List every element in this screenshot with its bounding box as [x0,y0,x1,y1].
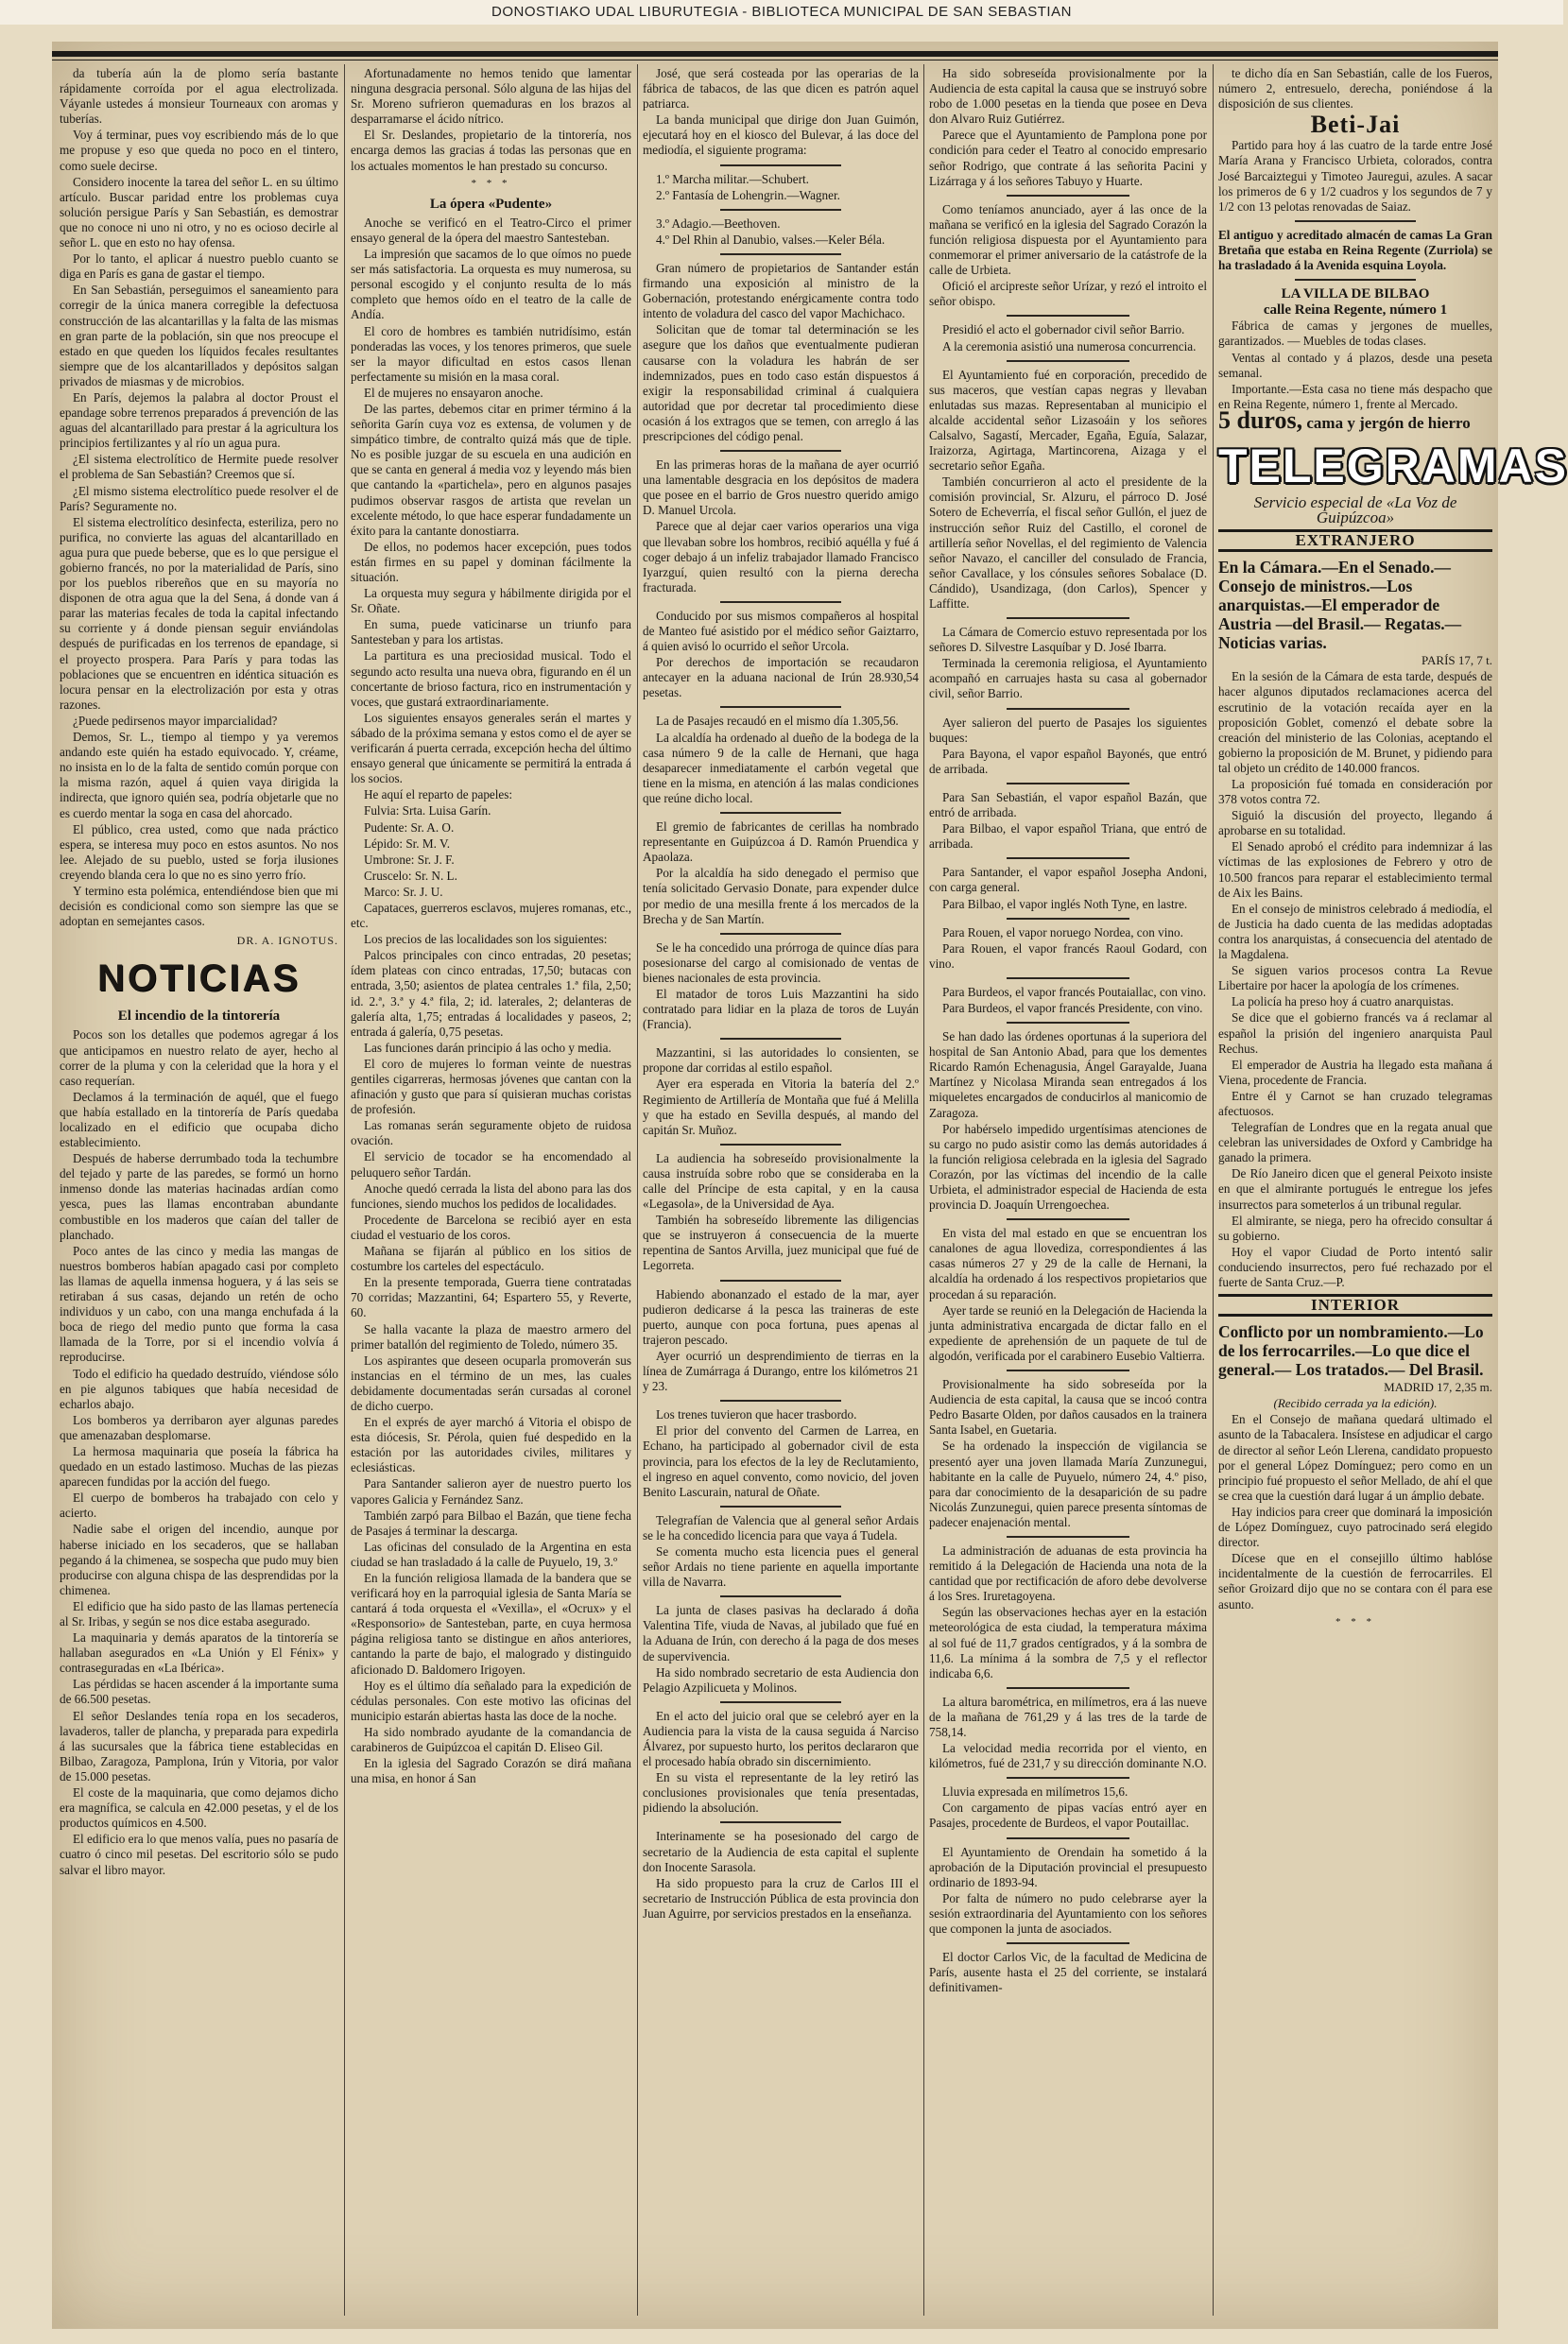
archive-header: DONOSTIAKO UDAL LIBURUTEGIA - BIBLIOTECA MUNICIPAL DE SAN SEBASTIAN [0,0,1563,25]
paragraph: Hoy es el último día señalado para la expedición de cédulas personales. Con este motivo las oficinas del municipio estarán abiertas hasta las doce de la noche. [351,1678,631,1723]
paragraph: Las romanas serán seguramente objeto de ruidosa ovación. [351,1118,631,1148]
separator-rule [1295,279,1416,281]
paragraph: Con cargamento de pipas vacías entró ayer en Pasajes, procedente de Burdeos, el vapor Poutaillac. [929,1801,1207,1831]
paragraph: Para Rouen, el vapor noruego Nordea, con vino. [942,924,1183,939]
separator-rule [1007,708,1129,710]
paragraph: Para Rouen, el vapor francés Raoul Godard, con vino. [929,940,1207,971]
paragraph: Hay indicios para creer que dominará la imposición de López Domínguez, cuyo patrocinado será elegido director. [1218,1504,1492,1550]
paragraph: Entre él y Carnot se han cruzado telegramas afectuosos. [1218,1088,1492,1118]
paragraph: El doctor Carlos Vic, de la facultad de Medicina de París, ausente hasta el 25 del corriente, se instalará definitivamen- [929,1950,1207,1995]
paragraph: Lépido: Sr. M. V. [364,836,451,851]
telegram-headline: En la Cámara.—En el Senado.— Consejo de ministros.—Los anarquistas.—El emperador de Austria —del Brasil.— Regatas.— Noticias varias. [1218,558,1462,653]
paragraph: Para Burdeos, el vapor francés Poutaiallac, con vino. [942,984,1207,999]
paragraph: Parece que el Ayuntamiento de Pamplona pone por condición para ceder el Teatro al conocido empresario señor Rodrigo, que contrate á las señorita Pacini y Lizárraga y á los señores Tabuyo y Huarte. [929,128,1207,188]
paragraph: Parece que al dejar caer varios operarios una viga que llevaban sobre los hombros, recibió aquélla y fué á coger debajo á un infeliz trabajador llamado Francisco Iyarzguí, quien resultó con la pierna derecha fracturada. [643,519,919,595]
separator-rule [1007,1777,1129,1779]
paragraph: Se siguen varios procesos contra La Revue Libertaire por hacer la apología de los crímenes. [1218,963,1492,993]
servicio-especial: Servicio especial de «La Voz de Guipúzcoa» [1253,492,1457,527]
paragraph: Ha sido propuesto para la cruz de Carlos III el secretario de Instrucción Pública de esta provincia don Juan Aguirre, por servicios prestados en la enseñanza. [643,1875,919,1921]
separator-rule [720,1821,841,1823]
paragraph: El emperador de Austria ha llegado esta mañana á Viena, procedente de Francia. [1218,1057,1492,1087]
paragraph: Ayer ocurrió un desprendimiento de tierras en la línea de Zumárraga á Durango, entre los kilómetros 21 y 23. [643,1348,919,1394]
separator-rule [1007,360,1129,362]
separator-rule [1007,1687,1129,1689]
ad-gran-bretana: El antiguo y acreditado almacén de camas La Gran Bretaña que estaba en Reina Regente (Zurriola) se ha trasladado á la Avenida esquina Loyola. [1218,227,1492,273]
paragraph: 3.º Adagio.—Beethoven. [656,215,781,231]
separator-rule [1007,1022,1129,1024]
separator-rule [1007,1837,1129,1839]
paragraph: También ha sobreseído libremente las diligencias que se instruyeron á consecuencia de la muerte repentina de Santos Arvilla, juez municipal que fué de Legorreta. [643,1213,919,1273]
paragraph: El matador de toros Luis Mazzantini ha sido contratado para lidiar en la plaza de toros de Luyán (Francia). [643,986,919,1032]
paragraph: Ha sido nombrado ayudante de la comandancia de carabineros de Guipúzcoa el capitán D. Eliseo Gil. [351,1724,631,1755]
column-divider [637,64,638,2316]
incendio-continued [351,66,631,174]
paragraph: Ha sido nombrado secretario de esta Audiencia don Pelagio Azpilicueta y Molinos. [643,1664,919,1695]
separator-stars: * * * [471,177,511,189]
column-1 [60,66,338,2316]
separator-rule [1007,1218,1129,1220]
paragraph: Considero inocente la tarea del señor L. en su último artículo. Buscar paridad entre los problemas cuya solución persigue París y San Sebastián, es demostrar que no conoce ni uno ni otro, y no es ocioso decirle al señor L. que en esto no hay ofensa. [60,174,338,250]
column-4 [929,66,1207,2316]
paragraph: Ofició el arcipreste señor Urízar, y rezó el introito el señor obispo. [929,279,1207,309]
paragraph: Presidió el acto el gobernador civil señor Barrio. [942,322,1185,337]
column-5 [1218,66,1568,2316]
news-items [929,66,1207,1995]
column-divider [344,64,345,2316]
beti-jai-heading: Beti-Jai [1310,111,1401,139]
paragraph: Habiendo abonanzado el estado de la mar, ayer pudieron dedicarse á la pesca las traineras de este puerto, aunque con poca fortuna, pues apenas al trajeron pescado. [643,1286,919,1347]
ad-villa-bilbao-text: Fábrica de camas y jergones de muelles, garantizados. — Muebles de todas clases. [1218,319,1492,349]
paragraph: En la función religiosa llamada de la bandera que se verificará hoy en la parroquial iglesia de Santa María se cantará á toda orquesta el «Vexilla», el «Ocrux» y el «Responsorio» de Santesteban, parte, en cuya hermosa página religiosa tanto se distingue en años anteriores, cantando la parte de bajo, el malogrado y distinguido aficionado D. Baldomero Irigoyen. [351,1571,631,1677]
paragraph: Ayer tarde se reunió en la Delegación de Hacienda la junta administrativa encargada de dictar fallo en el expediente de aprehensión de un paquete de tul de algodón, verificada por el carabinero Eusebio Valtierra. [929,1302,1207,1363]
paragraph: El Sr. Deslandes, propietario de la tintorería, nos encarga demos las gracias á todas las personas que en los actuales momentos le han prestado su concurso. [351,128,631,173]
paragraph: Dícese que en el consejillo último hablóse incidentalmente de la cuestión de ferrocarriles. El señor Groizard dijo que no se contara con él para ese asunto. [1218,1551,1492,1612]
paragraph: Siguió la discusión del proyecto, llegando á aprobarse en su totalidad. [1218,808,1492,838]
news-items [643,66,919,1922]
paragraph: 2.º Fantasía de Lohengrin.—Wagner. [656,187,840,202]
paragraph: En el acto del juicio oral que se celebró ayer en la Audiencia para la vista de la causa seguida á Narciso Álvarez, por supuesto hurto, los peritos declararon que el procesado había obrado sin discernimiento. [643,1708,919,1769]
paragraph: Se halla vacante la plaza de maestro armero del primer batallón del regimiento de Toledo, número 35. [351,1321,631,1352]
paragraph: En el Consejo de mañana quedará ultimado el asunto de la Tabacalera. Insístese en adjudicar el cargo de director al señor León Llerena, candidato propuesto por el general López Domínguez; pero como en un principio fué propuesto el señor Mellado, de ahí el que se crea que la cuestión dará lugar á un ámplio debate. [1218,1412,1492,1503]
paragraph: Por falta de número no pudo celebrarse ayer la sesión extraordinaria del Ayuntamiento con los señores que componen la junta de asociados. [929,1890,1207,1937]
paragraph: Pudente: Sr. A. O. [364,819,455,835]
separator-rule [720,933,841,935]
paragraph: La de Pasajes recaudó en el mismo día 1.305,56. [656,714,899,729]
paragraph: Ha sido sobreseída provisionalmente por la Audiencia de esta capital la causa que se instruyó sobre robo de 1.000 pesetas en la tienda que posee en Deva don Alvaro Ruiz Gutiérrez. [929,66,1207,127]
paragraph: Los siguientes ensayos generales serán el martes y sábado de la próxima semana y estos como el de ayer se verificarán á puerta cerrada, excepción hecha del último ensayo general que únicamente se permitirá la entrada á los socios. [351,710,631,786]
paragraph: Por derechos de importación se recaudaron antecayer en la aduana nacional de Irún 28.930,54 pesetas. [643,655,919,700]
paragraph: Los bomberos ya derribaron ayer algunas paredes que amenazaban desplomarse. [60,1412,338,1442]
separator-rule [1007,1536,1129,1538]
paragraph: El coro de hombres es también nutridísimo, están ponderadas las voces, y los tenores primeros, que suele ser la mayor dificultad en estos casos llenan perfectamente su misión en la masa coral. [351,323,631,384]
paragraph: La hermosa maquinaria que poseía la fábrica ha quedado en un estado lastimoso. Muchas de las piezas aparecen fundidas por la acción del fuego. [60,1443,338,1490]
telegram-body [1218,1412,1492,1612]
paragraph: De Río Janeiro dicen que el general Peixoto insiste en que el almirante portugués le entregue los jefes insurrectos para someterlos á un tribunal regular. [1218,1166,1492,1212]
paragraph: El Ayuntamiento de Orendain ha sometido á la aprobación de la Diputación provincial el presupuesto ordinario de 1893-94. [929,1844,1207,1889]
paragraph: El Senado aprobó el crédito para indemnizar á las víctimas de las explosiones de Febrero y otro de 10.500 francos para reparar el establecimiento termal de Aix les Bains. [1218,839,1492,900]
separator-rule [720,1400,841,1402]
paragraph: Telegrafían de Londres que en la regata anual que celebran las universidades de Oxford y Cambridge ha ganado la primera. [1218,1120,1492,1165]
paragraph: Capataces, guerreros esclavos, mujeres romanas, etc., etc. [351,900,631,931]
paragraph: Solicitan que de tomar tal determinación se les asegure que los daños que eventualmente pudieran causarse con la voladura les habrán de ser indemnizados, pues en todo caso están dispuestos á exigir la responsabilidad criminal á cualquiera autoridad que por decretar tal procedimiento diese ocasión á los extragos que se temen, con arreglo á las prescripciones del código penal. [643,322,919,443]
paragraph: A la ceremonia asistió una numerosa concurrencia. [942,338,1197,353]
paragraph: Mazzantini, si las autoridades lo consienten, se propone dar corridas al estilo español. [643,1045,919,1076]
paragraph: El de mujeres no ensayaron anoche. [364,385,543,400]
interior-heading: INTERIOR [1218,1294,1492,1317]
paragraph: Se le ha concedido una prórroga de quince días para posesionarse del cargo al comisionado de ventas de bienes nacionales de esta provincia. [643,939,919,985]
paragraph: También concurrieron al acto el presidente de la comisión provincial, Sr. Alzuru, el párroco D. José Sotero de Echeverría, el fiscal señor Gullón, el juez de instrucción señor Ruiz del Castillo, el coronel de artillería señor Novellas, el del regimiento de Valencia señor Navazo, el canciller del consulado de Francia, señor Cavallace, y los cónsules señores Sobalace (D. Cándido), Usandizaga, (don Carlos), Spencer y Laffitte. [929,474,1207,611]
paragraph: Para Santander salieron ayer de nuestro puerto los vapores Galicia y Fernández Sanz. [351,1476,631,1507]
separator-rule [1007,315,1129,317]
paragraph: Se han dado las órdenes oportunas á la superiora del hospital de San Antonio Abad, para que los dementes Ricardo Ramón Echenagusia, Ángel Garayalde, Juana Martínez y Nicolasa Miranda sean entregados á los miqueletes encargados de conducirlos al manicomio de Zaragoza. [929,1029,1207,1120]
paragraph: En París, dejemos la palabra al doctor Proust el epandage sobre terrenos preparados á prevención de las aguas del alcantarillado para prestar á la agricultura los principios fertilizantes y al río un agua pura. [60,389,338,451]
separator-rule [720,1280,841,1282]
column-divider [1213,64,1214,2316]
paragraph: Por la alcaldía ha sido denegado el permiso que tenía solicitado Gervasio Donate, para expender dulce por medio de una mesilla frente á los mercados de la Brecha y de San Martín. [643,866,919,926]
paragraph: La maquinaria y demás aparatos de la tintorería se hallaban asegurados en «La Unión y El Fénix» y contraseguradas en «La Ibérica». [60,1630,338,1676]
paragraph: En San Sebastián, perseguimos el saneamiento para corregir de la única manera corregible la defectuosa construcción de las alcantarillas y la falta de las mismas en gran parte de la población, sin que nos preocupe el estado en que queden los líquidos fecales resultantes siempre que de los alcantarillados y depósitos salgan privados de miasmas y de microbios. [60,283,338,388]
paragraph: Como teníamos anunciado, ayer á las once de la mañana se verificó en la iglesia del Sagrado Corazón la función religiosa dispuesta por el Ayuntamiento para conmemorar el primer aniversario de la catástrofe de la calle de Urbieta. [929,201,1207,278]
separator-rule [1007,1942,1129,1944]
ad-duros-price: 5 duros, [1218,405,1303,434]
paragraph: ¿El mismo sistema electrolítico puede resolver el de París? Seguramente no. [60,483,338,513]
paragraph: La administración de aduanas de esta provincia ha remitido á la Delegación de Hacienda una nota de la cantidad que por rectificación de aforo debe devolverse á los Sres. Iruretagoyena. [929,1543,1207,1604]
ad-villa-bilbao-text2: Ventas al contado y á plazos, desde una peseta semanal. [1218,350,1492,380]
separator-rule [1007,617,1129,619]
paragraph: También zarpó para Bilbao el Bazán, que tiene fecha de Pasajes á terminar la descarga. [351,1508,631,1538]
separator-rule [1007,918,1129,920]
telegram-note: (Recibido cerrada ya la edición). [1273,1396,1438,1411]
paragraph: En la presente temporada, Guerra tiene contratadas 70 corridas; Mazzantini, 64; Espartero 55, y Reverte, 60. [351,1275,631,1320]
separator-rule [720,1506,841,1508]
paragraph: Demos, Sr. L., tiempo al tiempo y ya veremos andando este quién ha estado equivocado. Y, créame, no insista en lo de la falta de sentido común porque con la misma razón, aquel á quien vaya dirigida la indirecta, que ignoro quién sea, podría objetarle que no es cuerdo mentar la soga en casa del ahorcado. [60,730,338,820]
paragraph: Poco antes de las cinco y media las mangas de nuestros bomberos habían apagado casi por completo las llamas de aquella inmensa hoguera, y á las seis se retiraban á sus casas, dejando un retén de ocho individuos y un cabo, con una manga enchufada á la boca de riego del medio punto que forma la casa llamada de la Torre, por si el incendio volvía á reproducirse. [60,1243,338,1365]
telegramas-heading: TELEGRAMAS [1218,439,1568,492]
article-polemica [60,66,338,929]
paragraph: Según las observaciones hechas ayer en la estación meteorológica de esta ciudad, la temperatura máxima al sol fué de 11,7 grados centígrados, y á la sombra de 11,6. La mínima á la sombra de 7,5 y el reflector indicaba 6,6. [929,1605,1207,1680]
paragraph: En la iglesia del Sagrado Corazón se dirá mañana una misa, en honor á San [351,1756,631,1786]
separator-rule [720,706,841,708]
newspaper-page [52,42,1568,2329]
noticias-heading: NOTICIAS [96,957,302,1000]
extranjero-heading: EXTRANJERO [1218,529,1492,552]
separator-rule [720,1595,841,1597]
paragraph: Para Bilbao, el vapor inglés Noth Tyne, en lastre. [942,896,1188,911]
paragraph: La audiencia ha sobreseído provisionalmente la causa instruída sobre robo que se consideraba en la calle del Príncipe de esta capital, y en la causa «Legasola», de la Universidad de Aya. [643,1150,919,1212]
paragraph: Gran número de propietarios de Santander están firmando una exposición al ministro de la Gobernación, protestando enérgicamente contra todo intento de voladura del casco del vapor Machichaco. [643,260,919,321]
paragraph: Terminada la ceremonia religiosa, el Ayuntamiento acompañó en carruajes hasta su casa al gobernador civil, señor Barrio. [929,656,1207,701]
paragraph: Procedente de Barcelona se recibió ayer en esta ciudad el vestuario de los coros. [351,1212,631,1242]
paragraph: Por lo tanto, el aplicar á nuestro pueblo cuanto se diga en París es gana de gastar el tiempo. [60,251,338,282]
ad-villa-bilbao-text3: Importante.—Esta casa no tiene más despacho que en Reina Regente, número 1, frente al Mercado. [1218,381,1492,411]
paragraph: La banda municipal que dirige don Juan Guimón, ejecutará hoy en el kiosco del Bulevar, á las doce del mediodía, el siguiente programa: [643,112,919,158]
paragraph: Telegrafían de Valencia que al general señor Ardais se le ha concedido licencia para que vaya á Tudela. [643,1512,919,1543]
separator-rule [720,1701,841,1703]
separator-rule [720,812,841,814]
paragraph: El sistema electrolítico desinfecta, esteriliza, pero no purifica, no convierte las aguas del alcantarillado en agua pura que puede beberse, que es lo que persigue el gobierno francés, no por la materialidad de París, sino por los pueblos ribereños que en su mayoría no disponen de otra agua que la del Sena, á donde van á parar las materias fecales de toda la capital infectando su corriente y á donde piensan seguir enviándolas después de purificadas en los terrenos de epandage, si el proyecto prospera. Para París y para todas las poblaciones que se encuentren en idéntica situación es locura pensar en la electrolización por esta y otras razones. [60,514,338,712]
paragraph: Mañana se fijarán al público en los sitios de costumbre los carteles del espectáculo. [351,1244,631,1274]
paragraph: Conducido por sus mismos compañeros al hospital de Manteo fué asistido por el médico señor Gaiztarro, á quien avisó lo ocurrido el señor Urcola. [643,608,919,654]
paragraph: El público, crea usted, como que nada práctico espera, se interesa muy poco en estos asuntos. No nos lee. Alejado de su pueblo, usted se forja ilusiones creyendo blanda cera lo que no es sino yerro frío. [60,821,338,882]
paragraph: La partitura es una preciosidad musical. Todo el segundo acto resulta una nueva obra, figurando en él un concertante de brioso factura, rico en instrumentación y voces, que gustará extraordinariamente. [351,648,631,709]
paragraph: La altura barométrica, en milímetros, era á las nueve de la mañana de 761,29 y á las tres de la tarde de 758,14. [929,1694,1207,1739]
paragraph: José, que será costeada por las operarias de la fábrica de tabacos, de las que dicen es patrón aquel patriarca. [643,66,919,112]
paragraph: Y termino esta polémica, entendiéndose bien que mi decisión es condicional como son siempre las que se adoptan en semejantes casos. [60,883,338,929]
paragraph: En el consejo de ministros celebrado á mediodía, el de Justicia ha dado cuenta de las medidas adoptadas contra los anarquistas, á consecuencia del atentado de la Magdalena. [1218,901,1492,962]
paragraph: Los precios de las localidades son los siguientes: [364,932,608,947]
incendio-article [60,1027,338,1877]
telegram-body [1218,669,1492,1290]
column-2 [351,66,631,2316]
doctor-notice-continued: te dicho día en San Sebastián, calle de los Fueros, número 2, entresuelo, derecha, poniéndose á la disposición de sus clientes. [1218,66,1492,112]
incendio-title: El incendio de la tintorería [117,1008,281,1025]
paragraph: Lluvia expresada en milímetros 15,6. [942,1784,1129,1800]
paragraph: En la sesión de la Cámara de esta tarde, después de hacer algunos diputados reclamaciones acerca del escrutinio de la votación recaída ayer en la proposición Goblet, comenzó el debate sobre la creación del ministerio de las Colonias, aceptando el gobierno la proposición de M. Brunet, y pidiendo para tal objeto un crédito de 140.000 francos. [1218,669,1492,775]
paragraph: Las funciones darán principio á las ocho y media. [364,1040,612,1055]
paragraph: Se dice que el gobierno francés va á reclamar al español la prisión del ingeniero anarquista Paul Rechus. [1218,1010,1492,1056]
paragraph: Por habérselo impedido urgentísimas atenciones de su cargo no pudo asistir como las demás autoridades á la función religiosa celebrada en la iglesia del Sagrado Corazón, por las víctimas del incendio de la calle Urbieta, el administrador especial de Hacienda de esta provincia D. Joaquín Urrengoechea. [929,1121,1207,1213]
paragraph: Ayer era esperada en Vitoria la batería del 2.º Regimiento de Artillería de Montaña que fué á Melilla y que ha estado en Sevilla después, al mando del capitán Sr. Muñoz. [643,1077,919,1137]
paragraph: Todo el edificio ha quedado destruído, viéndose sólo en pie algunos tabiques que había necesidad de echarlos abajo. [60,1366,338,1411]
paragraph: El almirante, se niega, pero ha ofrecido consultar á su gobierno. [1218,1213,1492,1243]
paragraph: 1.º Marcha militar.—Schubert. [656,171,809,186]
paragraph: De ellos, no podemos hacer excepción, pues todos están firmes en su papel y dominan fácilmente la situación. [351,539,631,584]
ad-duros-text: cama y jergón de hierro [1306,413,1471,432]
paragraph: El servicio de tocador se ha encomendado al peluquero señor Tardán. [351,1149,631,1180]
opera-article [351,215,631,1786]
separator-rule [720,164,841,166]
separator-rule [720,209,841,211]
paragraph: Hoy el vapor Ciudad de Porto intentó salir conduciendo insurrectos, pero fué rechazado por el fuerte de Santa Cruz.—P. [1218,1244,1492,1289]
paragraph: Cruscelo: Sr. N. L. [364,868,457,883]
paragraph: En las primeras horas de la mañana de ayer ocurrió una lamentable desgracia en los depósitos de madera que posee en el barrio de Gros nuestro querido amigo D. Manuel Urcola. [643,457,919,518]
paragraph: Nadie sabe el origen del incendio, aunque por haberse iniciado en los secaderos, que se hallaban pegando á la chimenea, se sospecha que pudo muy bien producirse con alguna chispa de las desprendidas por la chimenea. [60,1522,338,1597]
separator-rule [720,450,841,452]
paragraph: El coro de mujeres lo forman veinte de nuestras gentiles cigarreras, hermosas jóvenes que cantan con la afinación y gusto que para sí quisieran muchas coristas de profesión. [351,1056,631,1117]
paragraph: El edificio era lo que menos valía, pues no pasaría de cuatro ó cinco mil pesetas. Del escritorio sólo se pudo salvar el libro mayor. [60,1832,338,1877]
paragraph: En el exprés de ayer marchó á Vitoria el obispo de esta diócesis, Sr. Pérola, quien fué despedido en la estación por las autoridades civiles, militares y eclesiásticas. [351,1415,631,1475]
paragraph: La orquesta muy segura y hábilmente dirigida por el Sr. Oñate. [351,586,631,616]
paragraph: Provisionalmente ha sido sobreseída por la Audiencia de esta capital, la causa que se incoó contra Pedro Basarte Olden, por daños causados en la trainera Santa Isabel, en Guetaria. [929,1377,1207,1438]
paragraph: Fulvia: Srta. Luisa Garín. [364,803,491,819]
paragraph: ¿El sistema electrolítico de Hermite puede resolver el problema de San Sebastián? Creemos que sí. [60,452,338,482]
column-divider [923,64,924,2316]
paragraph: La junta de clases pasivas ha declarado á doña Valentina Tife, viuda de Navas, al jubilado que fué en la Aduana de Irún, con derecho á la paga de dos meses de supervivencia. [643,1603,919,1663]
paragraph: El señor Deslandes tenía ropa en los secaderos, lavaderos, taller de plancha, y preparada para expedirla á las sucursales que la fábrica tiene establecidas en Bilbao, Zaragoza, Pamplona, Irún y Vitoria, por valor de 15.000 pesetas. [60,1708,338,1784]
telegram-headline: Conflicto por un nombramiento.—Lo de los ferrocarriles.—Lo que dice el general.— Los tratados.— Del Brasil. [1218,1322,1484,1380]
separator-rule [1007,977,1129,979]
paragraph: Interinamente se ha posesionado del cargo de secretario de la Audiencia de esta capital el suplente don Inocente Sarasola. [643,1829,919,1874]
paragraph: Se ha ordenado la inspección de vigilancia se presentó ayer una joven llamada María Zunzunegui, habitante en la calle de Puyuelo, número 24, 4.º piso, para dar conocimiento de la desaparición de su padre Nicolás Zunzunegui, quien parece presenta síntomas de padecer enajenación mental. [929,1439,1207,1529]
separator-rule [1007,1370,1129,1371]
paragraph: La alcaldía ha ordenado al dueño de la bodega de la casa número 9 de la calle de Hernani, que haga desaparecer inmediatamente el carbón vegetal que tiene en la misma, en atención á las malas condiciones que reúne dicho local. [643,730,919,805]
paragraph: da tubería aún la de plomo sería bastante rápidamente corroída por el agua electrolizada. Váyanle ustedes á monsieur Tourneaux con aromas y tuberías. [60,66,338,127]
paragraph: La proposición fué tomada en consideración por 378 votos contra 72. [1218,777,1492,807]
paragraph: He aquí el reparto de papeles: [364,787,513,802]
paragraph: ¿Puede pedirsenos mayor imparcialidad? [73,713,278,728]
paragraph: La velocidad media recorrida por el viento, en kilómetros, fué de 231,7 y su dirección dominante N.O. [929,1741,1207,1771]
telegram-dateline: PARÍS 17, 7 t. [1421,653,1492,668]
paragraph: Se comenta mucho esta licencia pues el general señor Ardais no tiene pariente en aquella importante villa de Navarra. [643,1543,919,1590]
paragraph: El coste de la maquinaria, que como dejamos dicho era magnífica, se calcula en 42.000 pesetas, y el de los productos químicos en 4.500. [60,1785,338,1831]
paragraph: El gremio de fabricantes de cerillas ha nombrado representante en Guipúzcoa á D. Ramón Pruendica y Apaolaza. [643,819,919,865]
separator-rule [1007,195,1129,197]
paragraph: Las oficinas del consulado de la Argentina en esta ciudad se han trasladado á la calle de Puyuelo, 19, 3.º [351,1539,631,1569]
separator-rule [720,253,841,255]
separator-rule [720,1144,841,1146]
paragraph: 4.º Del Rhin al Danubio, valses.—Keler Béla. [656,232,886,247]
paragraph: Las pérdidas se hacen ascender á la importante suma de 66.500 pesetas. [60,1677,338,1707]
paragraph: Para Burdeos, el vapor francés Presidente, con vino. [942,1000,1203,1015]
separator-stars: * * * [1335,1615,1375,1628]
ad-villa-bilbao-address: calle Reina Regente, número 1 [1263,302,1448,319]
separator-rule [1007,783,1129,784]
paragraph: Para Santander, el vapor español Josepha Andoni, con carga general. [929,865,1207,895]
separator-rule [720,601,841,603]
paragraph: Voy á terminar, pues voy escribiendo más de lo que me propuse y eso que queda no poco en el tintero, como suele decirse. [60,128,338,173]
paragraph: El cuerpo de bomberos ha trabajado con celo y acierto. [60,1491,338,1521]
paragraph: Pocos son los detalles que podemos agregar á los que anticipamos en nuestro relato de ayer, hecho al correr de la pluma y con la celeridad que la hora y el caso requerían. [60,1027,338,1088]
beti-jai-text: Partido para hoy á las cuatro de la tarde entre José María Arana y Francisco Urbieta, colorados, contra José Barcaiztegui y Timoteo Jauregui, azules. A sacar los primeros de 6 y 1/2 cuadros y los segundos de 7 y 1/2 con 13 pelotas renovadas de Saiaz. [1218,138,1492,214]
paragraph: Los aspirantes que deseen ocuparla promoverán sus instancias en el término de un mes, las cuales debidamente documentadas serán cursadas al coronel de dicho cuerpo. [351,1353,631,1413]
paragraph: El edificio que ha sido pasto de las llamas pertenecía al Sr. Iribas, y según se nos dice estaba asegurado. [60,1598,338,1629]
paragraph: Ayer salieron del puerto de Pasajes los siguientes buques: [929,715,1207,745]
paragraph: En vista del mal estado en que se encuentran los canalones de agua llovediza, correspondientes á las casas números 27 y 29 de la calle de Hernani, la alcaldía ha ordenado á los respectivos propietarios que procedan á su reparación. [929,1226,1207,1301]
paragraph: Afortunadamente no hemos tenido que lamentar ninguna desgracia personal. Sólo alguna de las hijas del Sr. Moreno sufrieron quemaduras en los brazos al desparramarse el ácido nítrico. [351,66,631,127]
paragraph: Declamos á la terminación de aquél, que el fuego que había estallado en la tintorería de París quedaba localizado en el edificio que ocupaba dicho establecimiento. [60,1089,338,1150]
paragraph: El Ayuntamiento fué en corporación, precedido de sus maceros, que vestían capas negras y llevaban enlutadas sus mazas. Representaban al municipio el alcalde accidental señor Lizasoáin y los señores Calsalvo, Sagastí, Mercader, Egaña, Eguía, Salazar, Iraizorza, Agirtaga, Martincorena, Aizaga y el secretario señor Egaña. [929,367,1207,474]
paragraph: Anoche se verificó en el Teatro-Circo el primer ensayo general de la ópera del maestro Santesteban. [351,215,631,245]
separator-rule [1007,857,1129,859]
paragraph: En suma, puede vaticinarse un triunfo para Santesteban y para los artistas. [351,617,631,647]
paragraph: De las partes, debemos citar en primer término á la señorita Garín cuya voz es extensa, de volumen y de simpático timbre, de contralto quizá más que de tiple. No es posible juzgar de su escuela en una audición en que se canta en general á media voz y leyendo más bien que cantando la «partichela», pero en algunos pasajes pudimos observar rasgos de artista que revelan un excelente método, lo que hace esperar fundadamente un éxito para la cantante donostiarra. [351,401,631,538]
separator-rule [1295,220,1416,222]
paragraph: La Cámara de Comercio estuvo representada por los señores D. Silvestre Lasquíbar y D. José Ibarra. [929,625,1207,655]
ad-villa-bilbao-title: LA VILLA DE BILBAO [1281,286,1430,302]
telegram-dateline: MADRID 17, 2,35 m. [1384,1380,1492,1395]
paragraph: Los trenes tuvieron que hacer trasbordo. [656,1407,857,1422]
paragraph: La policía ha preso hoy á cuatro anarquistas. [1232,994,1455,1009]
paragraph: Marco: Sr. J. U. [364,884,443,899]
separator-rule [720,1038,841,1040]
paragraph: El prior del convento del Carmen de Larrea, en Echano, ha participado al gobernador civil de esta provincia, para los efectos de la ley de Reclutamiento, el ingreso en aquel convento, como novicio, del joven Benito Lascurain, natural de Oñate. [643,1423,919,1499]
paragraph: Palcos principales con cinco entradas, 20 pesetas; ídem plateas con cinco entradas, 17,50; butacas con entrada, 3,50; asientos de platea centrales 1.ª fila, 2,50; id. 2.ª, 3.ª y 4.ª fila, 2; id. laterales, 2; delanteras de galería alta, 1,75; entradas á localidades y paseos, 2; entrada á galería, 0,75 pesetas. [351,948,631,1039]
opera-title: La ópera «Pudente» [429,196,553,212]
paragraph: En su vista el representante de la ley retiró las conclusiones provisionales que tenía presentadas, pidiendo la absolución. [643,1770,919,1816]
paragraph: Para Bayona, el vapor español Bayonés, que entró de arribada. [929,746,1207,776]
ad-duros [1218,405,1492,434]
top-rule [52,51,1498,57]
column-3 [643,66,919,2316]
paragraph: La impresión que sacamos de lo que oímos no puede ser más satisfactoria. La orquesta es muy numerosa, su personal escogido y el conjunto resulta de lo más completo que hemos oído en el teatro de la calle de Andía. [351,247,631,322]
paragraph: Después de haberse derrumbado toda la techumbre del tejado y parte de las paredes, se formó un horno inmenso donde las materias hacinadas ardían como yesca, pues las llamas encontraban abundante combustible en los maderos que caían del taller de planchado. [60,1151,338,1242]
paragraph: Umbrone: Sr. J. F. [364,852,455,867]
paragraph: Anoche quedó cerrada la lista del abono para las dos funciones, siendo muchos los pedidos de localidades. [351,1181,631,1211]
article-signature: DR. A. IGNOTUS. [236,934,338,948]
paragraph: Para Bilbao, el vapor español Triana, que entró de arribada. [929,821,1207,852]
paragraph: Para San Sebastián, el vapor español Bazán, que entró de arribada. [929,789,1207,820]
